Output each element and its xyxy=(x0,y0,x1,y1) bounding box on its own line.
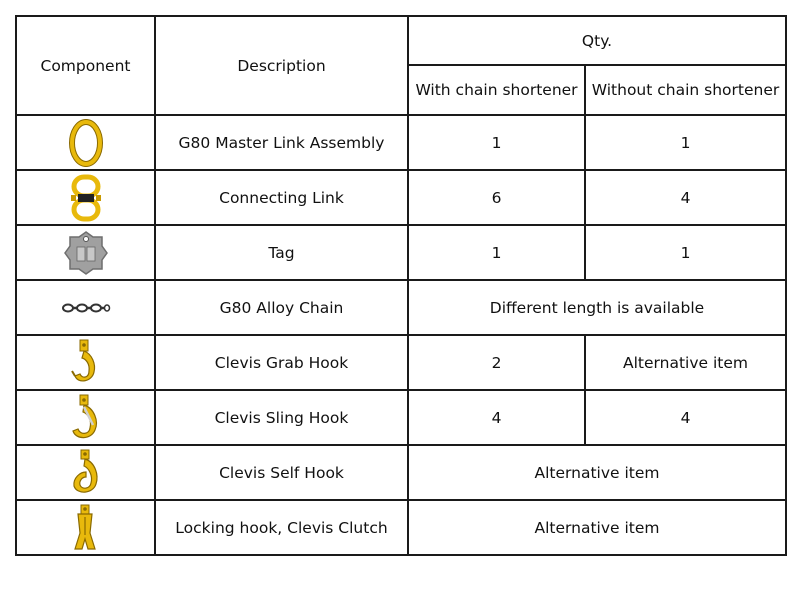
qty-merged-cell: Alternative item xyxy=(408,445,786,500)
qty-merged-cell: Different length is available xyxy=(408,280,786,335)
header-description: Description xyxy=(155,16,408,115)
component-cell xyxy=(16,170,155,225)
header-component: Component xyxy=(16,16,155,115)
component-cell xyxy=(16,225,155,280)
clevis-self-hook-icon xyxy=(66,448,106,498)
description-cell: G80 Master Link Assembly xyxy=(155,115,408,170)
component-cell xyxy=(16,115,155,170)
table-row xyxy=(16,115,786,170)
clevis-sling-hook-icon xyxy=(66,393,106,443)
qty-with-cell: 6 xyxy=(408,170,585,225)
clevis-grab-hook-icon xyxy=(66,338,106,388)
component-cell xyxy=(16,335,155,390)
qty-with-cell: 1 xyxy=(408,115,585,170)
qty-without-cell: 4 xyxy=(585,390,786,445)
components-table xyxy=(15,15,787,556)
qty-with-cell: 4 xyxy=(408,390,585,445)
alloy-chain-icon xyxy=(61,298,111,318)
qty-without-cell: Alternative item xyxy=(585,335,786,390)
master-link-icon xyxy=(66,119,106,167)
table-row xyxy=(16,225,786,280)
tag-icon xyxy=(62,229,110,277)
description-cell: Locking hook, Clevis Clutch xyxy=(155,500,408,555)
clevis-clutch-icon xyxy=(66,503,106,553)
component-cell xyxy=(16,390,155,445)
table-row xyxy=(16,335,786,390)
header-without-shortener: Without chain shortener xyxy=(585,65,786,115)
table-row xyxy=(16,445,786,500)
table-row xyxy=(16,170,786,225)
description-cell: Clevis Sling Hook xyxy=(155,390,408,445)
qty-without-cell: 1 xyxy=(585,225,786,280)
description-cell: Connecting Link xyxy=(155,170,408,225)
header-with-shortener: With chain shortener xyxy=(408,65,585,115)
qty-without-cell: 4 xyxy=(585,170,786,225)
table-row xyxy=(16,500,786,555)
qty-merged-cell: Alternative item xyxy=(408,500,786,555)
qty-with-cell: 2 xyxy=(408,335,585,390)
description-cell: Clevis Self Hook xyxy=(155,445,408,500)
connecting-link-icon xyxy=(66,174,106,222)
description-cell: G80 Alloy Chain xyxy=(155,280,408,335)
description-cell: Clevis Grab Hook xyxy=(155,335,408,390)
table-row xyxy=(16,280,786,335)
component-cell xyxy=(16,280,155,335)
component-cell xyxy=(16,445,155,500)
header-qty: Qty. xyxy=(408,16,786,65)
qty-without-cell: 1 xyxy=(585,115,786,170)
table-row xyxy=(16,390,786,445)
component-cell xyxy=(16,500,155,555)
qty-with-cell: 1 xyxy=(408,225,585,280)
description-cell: Tag xyxy=(155,225,408,280)
